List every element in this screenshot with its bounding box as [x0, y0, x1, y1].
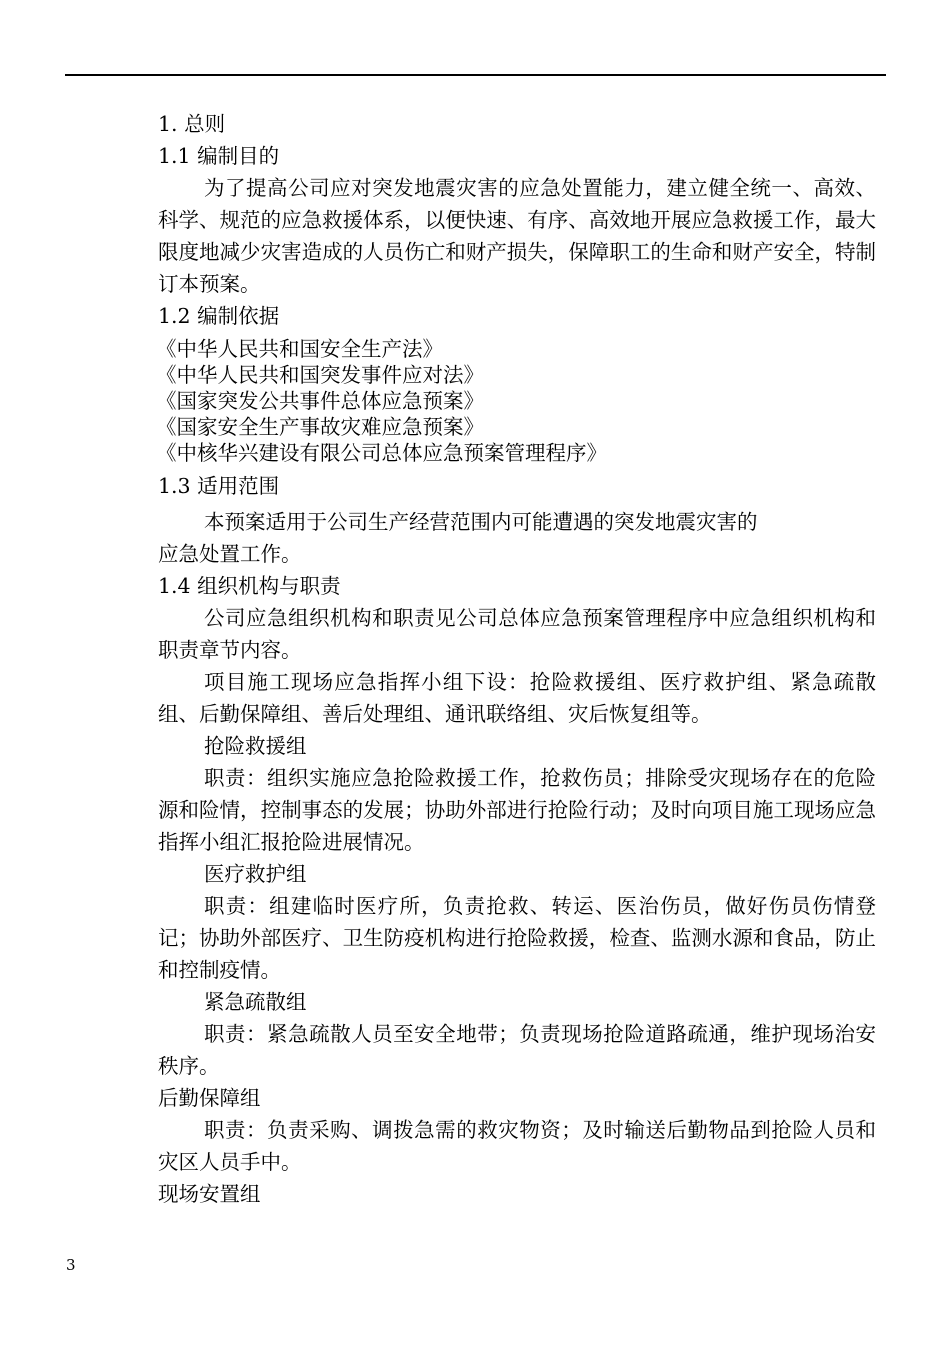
team-title-logistics: 后勤保障组	[158, 1086, 261, 1110]
section-heading-1-2: 1.2 编制依据	[158, 304, 280, 328]
section-heading-1-3: 1.3 适用范围	[158, 474, 280, 498]
page-number: 3	[66, 1256, 76, 1274]
document-body	[158, 108, 876, 1210]
section-heading-1-4: 1.4 组织机构与职责	[158, 574, 341, 598]
scope-line-1: 本预案适用于公司生产经营范围内可能遭遇的突发地震灾害的	[204, 510, 758, 534]
reference-item: 《国家突发公共事件总体应急预案》	[156, 389, 484, 413]
team-duty-evacuation: 职责：紧急疏散人员至安全地带；负责现场抢险道路疏通，维护现场治安秩序。	[158, 1022, 876, 1078]
reference-item: 《国家安全生产事故灾难应急预案》	[156, 415, 484, 439]
purpose-paragraph: 为了提高公司应对突发地震灾害的应急处置能力，建立健全统一、高效、科学、规范的应急救援体系，以便快速、有序、高效地开展应急救援工作，最大限度地减少灾害造成的人员伤亡和财产损失，保障职工的生命和财产安全，特制订本预案。	[158, 176, 876, 296]
header-rule	[65, 74, 886, 76]
reference-item: 《中华人民共和国突发事件应对法》	[156, 363, 484, 387]
reference-list	[158, 336, 876, 466]
team-duty-logistics: 职责：负责采购、调拨急需的救灾物资；及时输送后勤物品到抢险人员和灾区人员手中。	[158, 1118, 876, 1174]
reference-item: 《中核华兴建设有限公司总体应急预案管理程序》	[156, 441, 607, 465]
team-title-rescue: 抢险救援组	[204, 734, 307, 758]
organization-paragraph: 公司应急组织机构和职责见公司总体应急预案管理程序中应急组织机构和职责章节内容。	[158, 606, 876, 662]
team-title-evacuation: 紧急疏散组	[204, 990, 307, 1014]
scope-line-2: 应急处置工作。	[158, 542, 302, 566]
team-title-onsite-settlement: 现场安置组	[158, 1182, 261, 1206]
team-title-medical: 医疗救护组	[204, 862, 307, 886]
team-duty-medical: 职责：组建临时医疗所，负责抢救、转运、医治伤员，做好伤员伤情登记；协助外部医疗、卫生防疫机构进行抢险救援，检查、监测水源和食品，防止和控制疫情。	[158, 894, 876, 982]
section-heading-1-1: 1.1 编制目的	[158, 144, 280, 168]
reference-item: 《中华人民共和国安全生产法》	[156, 337, 443, 361]
team-duty-rescue: 职责：组织实施应急抢险救援工作，抢救伤员；排除受灾现场存在的危险源和险情，控制事态的发展；协助外部进行抢险行动；及时向项目施工现场应急指挥小组汇报抢险进展情况。	[158, 766, 876, 854]
teams-paragraph: 项目施工现场应急指挥小组下设：抢险救援组、医疗救护组、紧急疏散组、后勤保障组、善后处理组、通讯联络组、灾后恢复组等。	[158, 670, 876, 726]
section-heading-1: 1. 总则	[158, 112, 226, 136]
